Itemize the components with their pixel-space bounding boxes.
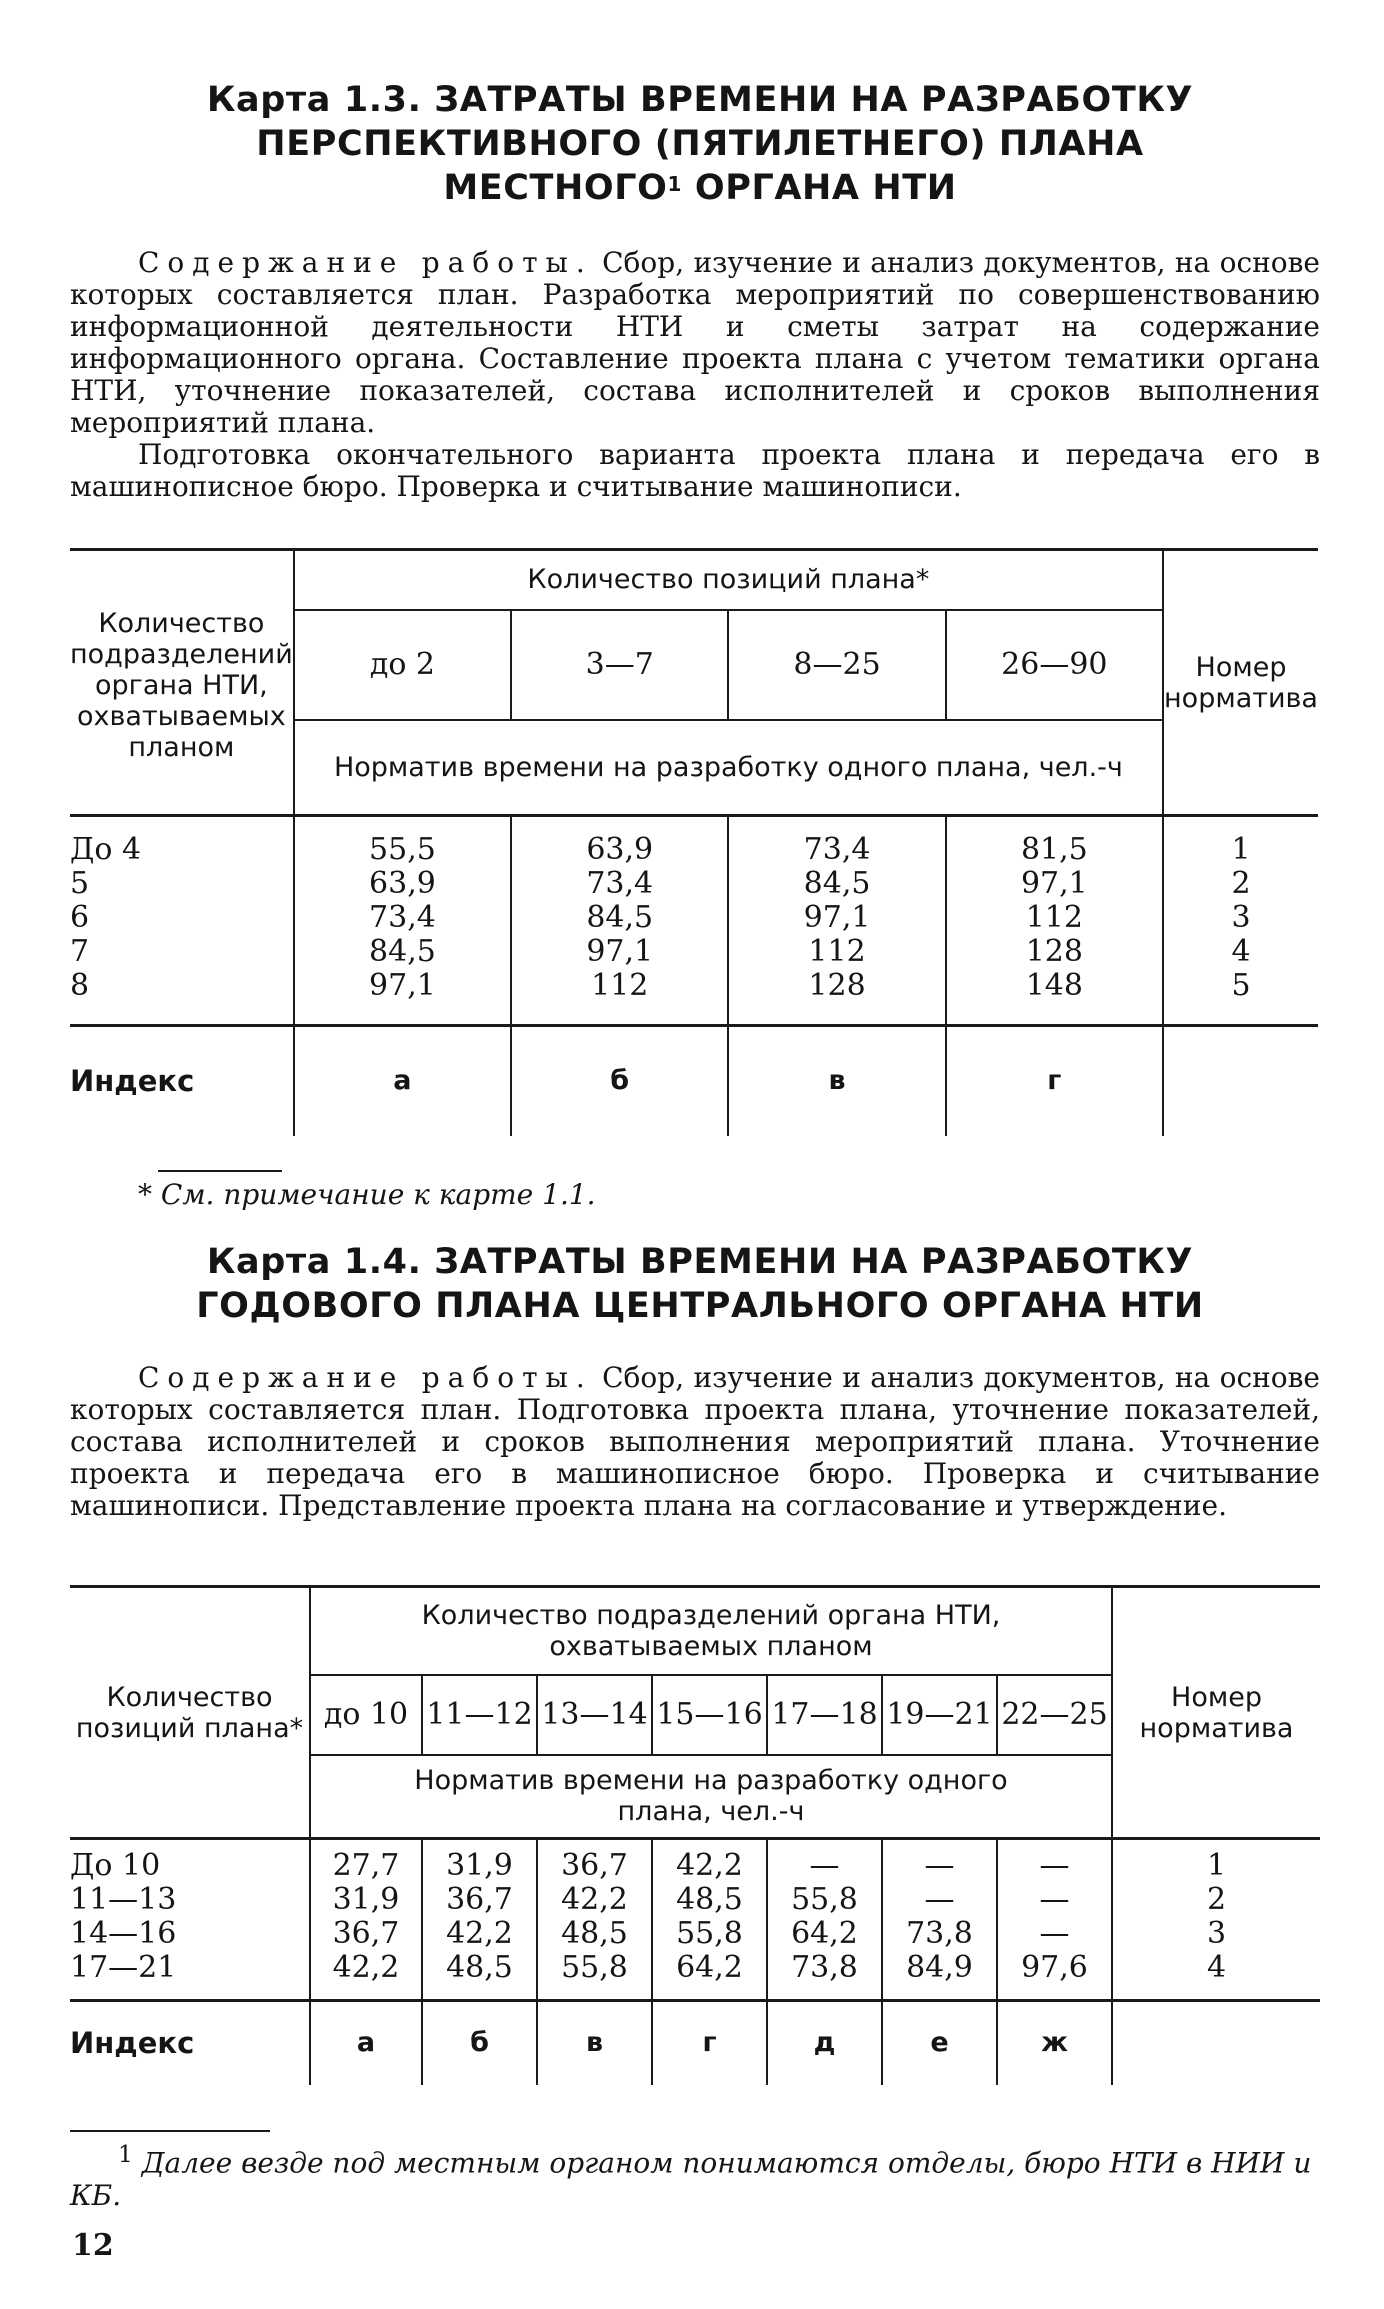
card-1-3-title-line2: ПЕРСПЕКТИВНОГО (ПЯТИЛЕТНЕГО) ПЛАНА — [256, 124, 1144, 164]
value-cell: 97,1 — [586, 934, 654, 969]
index-cell: в — [728, 1026, 945, 1136]
value-cell: 48,5 — [537, 1917, 652, 1951]
value-cell: 48,5 — [422, 1951, 537, 2001]
value-cell: 27,7 — [310, 1839, 422, 1883]
value-cell: 81,5 — [1020, 832, 1088, 867]
index-cell: в — [537, 2001, 652, 2085]
value-cell: 84,9 — [882, 1951, 997, 2001]
row-label: 14—16 — [70, 1917, 310, 1951]
value-cell: 97,6 — [997, 1951, 1112, 2001]
card-1-3-table — [70, 548, 1318, 1136]
norm-number: 2 — [1206, 1881, 1227, 1917]
row-labels — [70, 816, 294, 1026]
index-cell: е — [882, 2001, 997, 2085]
value-cell: 97,1 — [369, 968, 436, 1003]
value-cell: — — [997, 1883, 1112, 1917]
norm-number: 5 — [1231, 968, 1251, 1003]
value-cell: 128 — [1025, 934, 1083, 969]
value-cell: 64,2 — [767, 1917, 882, 1951]
value-cell: 128 — [808, 968, 866, 1003]
index-cell: г — [652, 2001, 767, 2085]
column-header: 3—7 — [511, 610, 728, 720]
value-cell: 36,7 — [310, 1917, 422, 1951]
value-cell: 31,9 — [422, 1839, 537, 1883]
index-label: Индекс — [70, 2001, 310, 2085]
value-cell: 97,1 — [803, 900, 871, 935]
value-cell: 55,8 — [537, 1951, 652, 2001]
norm-number: 2 — [1231, 866, 1251, 901]
value-cell: 36,7 — [537, 1839, 652, 1883]
footnote-rule — [70, 2130, 270, 2132]
content-text-2: Подготовка окончательного варианта проекта плана и передача его в машинописное бюро. Проверка и считывание машинописи. — [70, 438, 1320, 503]
card-1-4-title-line2: ГОДОВОГО ПЛАНА ЦЕНТРАЛЬНОГО ОРГАНА НТИ — [196, 1286, 1204, 1326]
index-cell: б — [422, 2001, 537, 2085]
row-label: 6 — [70, 900, 90, 935]
value-cell: 55,8 — [767, 1883, 882, 1917]
row-header: Количество позиций плана* — [70, 1587, 310, 1839]
index-cell: а — [294, 1026, 511, 1136]
group-header: Количество подразделений органа НТИ, охватываемых планом — [310, 1587, 1112, 1675]
column-header: до 10 — [310, 1675, 422, 1755]
card-1-4-title — [70, 1240, 1330, 1328]
value-cell: 73,8 — [882, 1917, 997, 1951]
index-cell: б — [511, 1026, 728, 1136]
value-cell: 73,4 — [369, 900, 436, 935]
footnote-marker: 1 — [118, 2140, 133, 2168]
value-cell: 31,9 — [310, 1883, 422, 1917]
value-cell: 55,5 — [369, 832, 436, 867]
value-cell: 112 — [591, 968, 649, 1003]
norm-number: 3 — [1206, 1915, 1227, 1951]
card-1-3-title — [70, 78, 1330, 210]
row-label: 17—21 — [70, 1951, 310, 2001]
value-cell: 48,5 — [652, 1883, 767, 1917]
value-cell: 112 — [808, 934, 866, 969]
value-cell: 73,4 — [803, 832, 871, 867]
page-number: 12 — [72, 2228, 114, 2263]
row-label: 11—13 — [70, 1883, 310, 1917]
norm-number: 3 — [1231, 900, 1251, 935]
card-1-4-table — [70, 1585, 1320, 2085]
column-header: до 2 — [294, 610, 511, 720]
card-1-3-title-line3: МЕСТНОГО$^1$ ОРГАНА НТИ — [443, 168, 957, 208]
value-cell: — — [767, 1839, 882, 1883]
footnote-text: Далее везде под местным органом понимаются отделы, бюро НТИ в НИИ и КБ. — [70, 2146, 1312, 2213]
column-header: 19—21 — [882, 1675, 997, 1755]
footnote-marker: 1 — [667, 172, 683, 196]
content-text: Сбор, изучение и анализ документов, на основе которых составляется план. Разработка мероприятий по совершенствованию информационной деятельности НТИ и сметы затрат на содержание информационного органа. Составление проекта плана с учетом тематики органа НТИ, уточнение показателей, состава исполнителей и сроков выполнения мероприятий плана. — [70, 246, 1320, 439]
value-cell: — — [997, 1839, 1112, 1883]
value-cell: 42,2 — [537, 1883, 652, 1917]
card-1-3-content — [70, 247, 1320, 503]
value-cell: 42,2 — [652, 1839, 767, 1883]
row-label: 8 — [70, 968, 90, 1003]
index-cell: а — [310, 2001, 422, 2085]
value-cell: 42,2 — [422, 1917, 537, 1951]
card-1-4-title-line1: Карта 1.4. ЗАТРАТЫ ВРЕМЕНИ НА РАЗРАБОТКУ — [206, 1242, 1194, 1282]
content-label: Содержание работы. — [138, 1361, 593, 1394]
column-header: 8—25 — [728, 610, 945, 720]
norm-number: 1 — [1112, 1839, 1320, 1883]
number-header: Номер норматива — [1112, 1587, 1320, 1839]
card-1-4-content — [70, 1362, 1320, 1522]
norm-number: 4 — [1231, 934, 1251, 969]
value-cell: 84,5 — [369, 934, 436, 969]
value-cell: 73,8 — [767, 1951, 882, 2001]
value-cell: 64,2 — [652, 1951, 767, 2001]
norm-number: 4 — [1112, 1951, 1320, 2001]
value-cell: 63,9 — [586, 832, 654, 867]
value-column — [946, 816, 1163, 1026]
index-cell: ж — [997, 2001, 1112, 2085]
row-label: 7 — [70, 934, 90, 969]
row-header: Количество подразделений органа НТИ, охватываемых планом — [70, 550, 294, 816]
value-cell: — — [882, 1839, 997, 1883]
index-cell: г — [946, 1026, 1163, 1136]
value-cell: — — [882, 1883, 997, 1917]
value-cell: 63,9 — [369, 866, 436, 901]
number-column — [1163, 816, 1318, 1026]
value-cell: 84,5 — [803, 866, 871, 901]
value-cell: 73,4 — [586, 866, 654, 901]
column-header: 11—12 — [422, 1675, 537, 1755]
content-text: Сбор, изучение и анализ документов, на основе которых составляется план. Подготовка проекта плана, уточнение показателей, состава исполнителей и сроков выполнения мероприятий плана. Уточнение проекта и передача его в машинописное бюро. Проверка и считывание машинописи. Представление проекта плана на согласование и утверждение. — [70, 1361, 1320, 1522]
value-cell: 55,8 — [652, 1917, 767, 1951]
group-header: Количество позиций плана* — [294, 550, 1163, 610]
value-cell: 84,5 — [586, 900, 654, 935]
value-cell: 112 — [1025, 900, 1083, 935]
norm-header: Норматив времени на разработку одного плана, чел.-ч — [333, 751, 1123, 783]
content-label: Содержание работы. — [138, 246, 593, 279]
value-cell: 42,2 — [310, 1951, 422, 2001]
card-1-3-title-line1: Карта 1.3. ЗАТРАТЫ ВРЕМЕНИ НА РАЗРАБОТКУ — [206, 80, 1194, 120]
column-header: 17—18 — [767, 1675, 882, 1755]
value-column — [728, 816, 945, 1026]
footnote-rule — [158, 1170, 282, 1172]
number-header: Номер норматива — [1163, 550, 1318, 816]
value-cell: 97,1 — [1020, 866, 1088, 901]
index-label: Индекс — [70, 1026, 294, 1136]
column-header: 15—16 — [652, 1675, 767, 1755]
card-1-3-footnote: * См. примечание к карте 1.1. — [138, 1178, 596, 1211]
value-cell: — — [997, 1917, 1112, 1951]
column-header: 13—14 — [537, 1675, 652, 1755]
value-column — [294, 816, 511, 1026]
column-header: 26—90 — [946, 610, 1163, 720]
norm-number: 1 — [1231, 832, 1251, 867]
page-footnote — [70, 2138, 1320, 2212]
column-header: 22—25 — [997, 1675, 1112, 1755]
value-cell: 148 — [1025, 968, 1083, 1003]
value-column — [511, 816, 728, 1026]
row-label: До 10 — [70, 1839, 310, 1883]
index-cell: д — [767, 2001, 882, 2085]
value-cell: 36,7 — [422, 1883, 537, 1917]
row-label: 5 — [70, 866, 90, 901]
norm-header: Норматив времени на разработку одного плана, чел.-ч — [414, 1765, 1008, 1828]
row-label: До 4 — [70, 832, 142, 867]
